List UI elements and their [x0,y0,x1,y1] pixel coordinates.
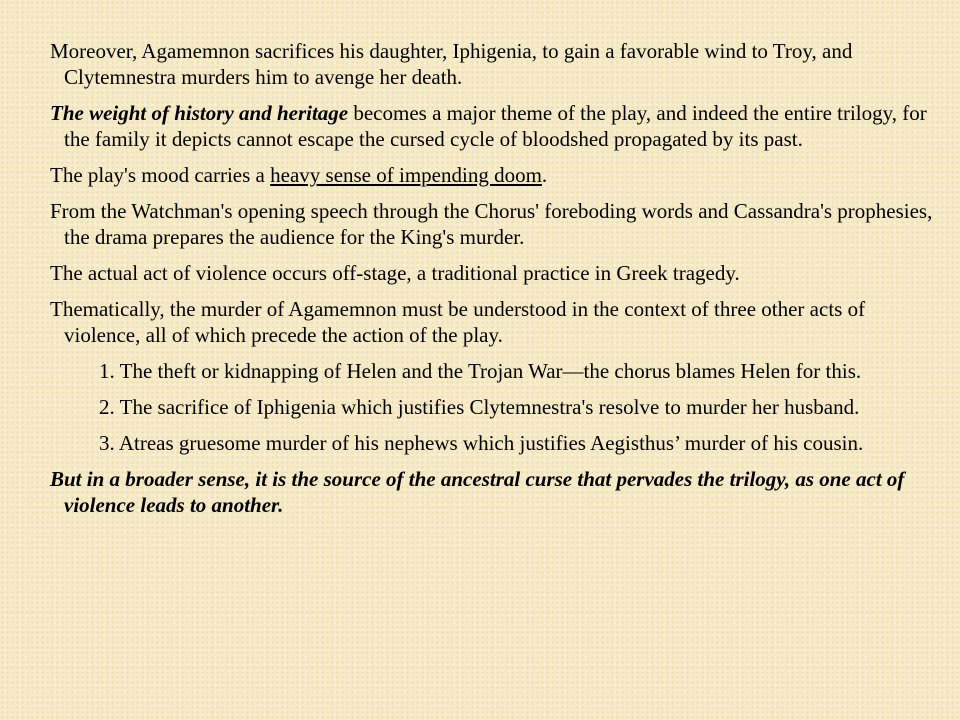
paragraph-mood-start: The play's mood carries a [50,163,271,187]
paragraph-mood-end: . [541,163,548,187]
paragraph-sacrifice: Moreover, Agamemnon sacrifices his daughter, Iphigenia, to gain a favorable wind to Troy, and Clytemnestra murders him to avenge her death. [50,39,853,89]
slide-body [50,38,940,528]
paragraph-ancestral-curse: But in a broader sense, it is the source of the ancestral curse that pervades the trilogy, as one act of violence leads to another. [50,467,905,517]
paragraph-mood [50,162,940,188]
paragraph-offstage-violence: The actual act of violence occurs off-stage, a traditional practice in Greek tragedy. [50,261,740,285]
paragraph-thematic-context: Thematically, the murder of Agamemnon must be understood in the context of three other acts of violence, all of which precede the action of the play. [50,297,866,347]
underlined-impending-doom: heavy sense of impending doom [270,163,542,187]
list-item-atreas: 3. Atreas gruesome murder of his nephews which justifies Aegisthus’ murder of his cousin. [99,431,864,455]
emphasis-history-heritage: The weight of history and heritage [50,101,349,125]
paragraph-history-heritage [50,100,940,152]
list-item-helen: 1. The theft or kidnapping of Helen and the Trojan War—the chorus blames Helen for this. [99,359,862,383]
paragraph-watchman: From the Watchman's opening speech through the Chorus' foreboding words and Cassandra's prophesies, the drama prepares the audience for the King's murder. [50,199,933,249]
paragraph-history-heritage-text: becomes a major theme of the play, and indeed the entire trilogy, for the family it depicts cannot escape the cursed cycle of bloodshed propagated by its past. [64,101,927,151]
list-item-iphigenia: 2. The sacrifice of Iphigenia which justifies Clytemnestra's resolve to murder her husband. [99,395,860,419]
